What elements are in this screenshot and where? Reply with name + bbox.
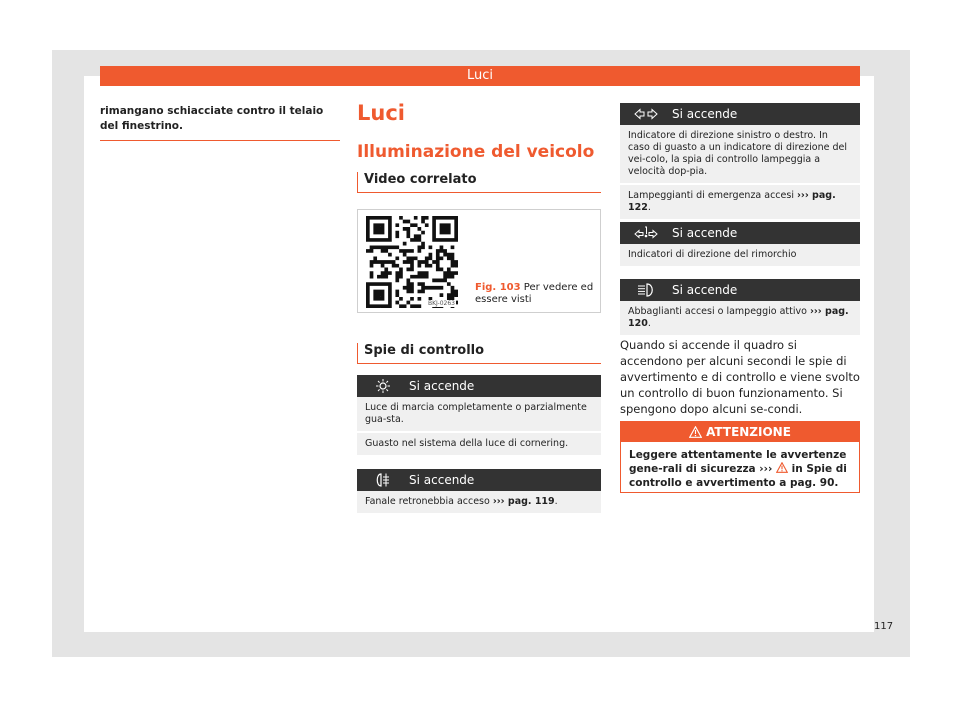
column-middle (357, 100, 601, 193)
spie-heading: Spie di controllo (357, 343, 601, 364)
lamp-status: Si accende (672, 283, 738, 297)
lamp-text-tail: . (554, 496, 558, 507)
lamp-status: Si accende (672, 107, 738, 121)
lamp-text-tail: . (647, 318, 651, 329)
warning-text-post[interactable]: in Spie di controllo e avvertimento a pag. 90. (629, 463, 847, 489)
lamp-description: Indicatori di direzione del rimorchio (628, 249, 797, 260)
warning-triangle-icon (689, 426, 702, 438)
body-paragraph: Quando si accende il quadro si accendono per alcuni secondi le spie di avvertimento e di controllo e viene svolto un controllo di buon funzionamento. Si spengono dopo alcuni se-condi. (620, 338, 860, 416)
page-title: Luci (357, 101, 405, 125)
figure-qr (357, 209, 601, 313)
qr-code-id: BKJ-0263 (427, 300, 455, 307)
page-number: 117 (874, 621, 894, 632)
qr-code-image[interactable] (366, 216, 458, 308)
lamp-status: Si accende (409, 473, 475, 487)
figure-caption (475, 282, 595, 306)
lamp-status: Si accende (409, 379, 475, 393)
lamp-box-turn-signal (620, 103, 860, 219)
lamp-box-trailer (620, 222, 860, 266)
video-heading: Video correlato (357, 172, 601, 193)
lamp-box-rear-fog (357, 469, 601, 513)
lamp-text: Fanale retronebbia acceso (365, 496, 493, 507)
lamp-status: Si accende (672, 226, 738, 240)
turn-signal-icon (620, 108, 672, 120)
page-reference-link[interactable]: ››› pag. 120 (628, 306, 849, 329)
warning-box (620, 421, 860, 493)
lamp-description (357, 491, 601, 513)
lamp-description: Guasto nel sistema della luce di cornering. (357, 431, 601, 455)
qr-icon (366, 216, 458, 308)
page-reference-link[interactable]: ››› pag. 122 (628, 190, 836, 213)
column-left (100, 104, 340, 141)
lamp-box-side-light (357, 375, 601, 455)
lamp-text: Lampeggianti di emergenza accesi (628, 190, 797, 201)
figure-caption-text: Per vedere ed essere visti (475, 282, 594, 305)
warning-header (621, 422, 859, 442)
lamp-description (620, 183, 860, 219)
side-light-icon (357, 379, 409, 393)
chapter-header: Luci (100, 66, 860, 86)
warning-text-pre: Leggere attentamente le avvertenze gene-rali di sicurezza ››› (629, 449, 847, 475)
lamp-description: Indicatore di direzione sinistro o destro. In caso di guasto a un indicatore di direzione del vei-colo, la spia di controllo lampeggia a velocità dop-pia. (628, 130, 848, 177)
qr-modules (366, 216, 458, 308)
figure-label: Fig. 103 (475, 282, 521, 293)
lamp-text: Abbaglianti accesi o lampeggio attivo (628, 306, 810, 317)
trailer-turn-signal-icon (620, 226, 672, 240)
warning-text (621, 442, 859, 496)
continuation-text: rimangano schiacciate contro il telaio del finestrino. (100, 105, 324, 132)
page-reference-link[interactable]: ››› pag. 119 (492, 496, 555, 507)
lamp-description (620, 301, 860, 335)
high-beam-icon (620, 283, 672, 297)
warning-title: ATTENZIONE (706, 425, 791, 439)
page-subtitle: Illuminazione del veicolo (357, 142, 595, 162)
section-divider (100, 140, 340, 141)
lamp-description: Luce di marcia completamente o parzialmente gua-sta. (365, 402, 587, 425)
rear-fog-light-icon (357, 473, 409, 487)
lamp-text-tail: . (647, 202, 651, 213)
warning-triangle-icon (776, 462, 788, 473)
lamp-box-high-beam (620, 279, 860, 335)
